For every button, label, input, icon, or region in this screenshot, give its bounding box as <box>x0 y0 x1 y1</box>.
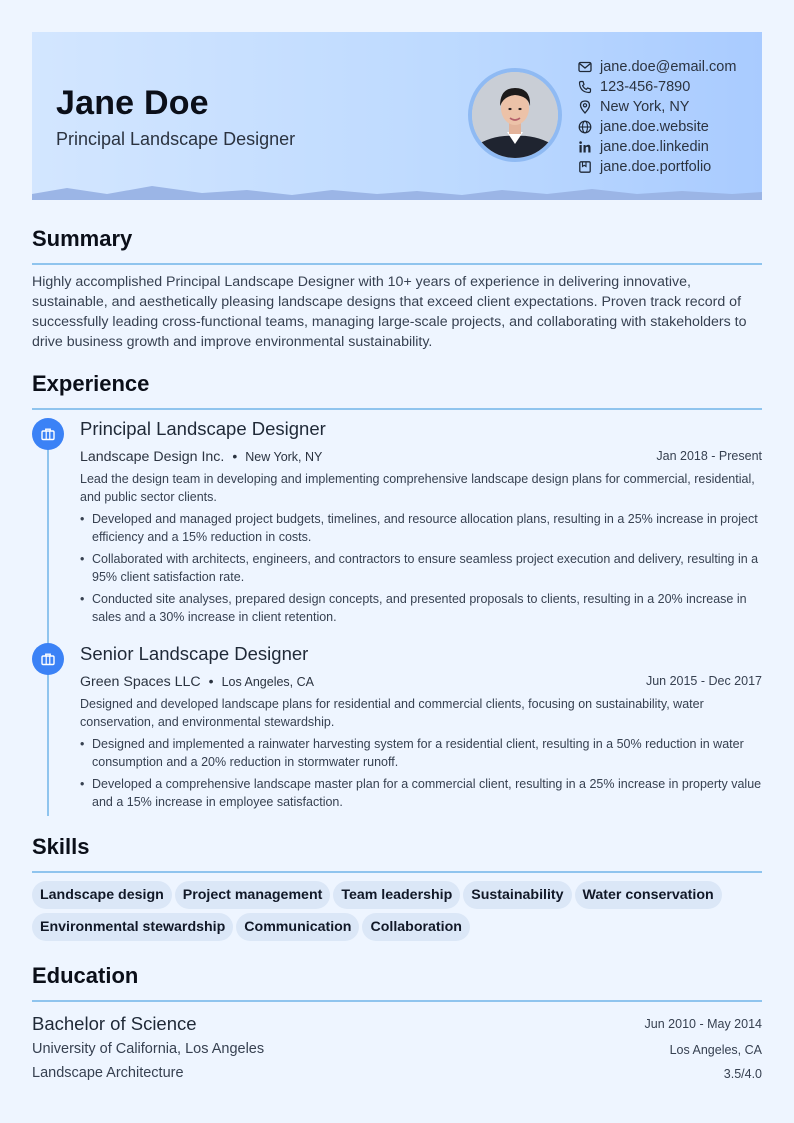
phone-icon <box>578 80 592 94</box>
job-bullet: • Conducted site analyses, prepared design concepts, and presented proposals to clients, resulting in a 20% increase in sales and a 30% increase in client retention. <box>80 590 762 626</box>
job-bullet: • Developed and managed project budgets, timelines, and resource allocation plans, resulting in a 25% increase in project efficiency and a 15% reduction in costs. <box>80 510 762 546</box>
job-dates: Jan 2018 - Present <box>656 449 762 463</box>
job-description <box>80 470 762 630</box>
contact-linkedin-text: jane.doe.linkedin <box>600 139 709 155</box>
job-bullet: • Collaborated with architects, engineers, and contractors to ensure seamless project execution and delivery, resulting in a 95% client satisfaction rate. <box>80 550 762 586</box>
education-field: Landscape Architecture <box>32 1065 184 1081</box>
portfolio-icon <box>578 160 592 174</box>
education-location: Los Angeles, CA <box>669 1043 762 1057</box>
education-degree-row <box>32 1013 762 1037</box>
job-summary: Lead the design team in developing and implementing comprehensive landscape design plans for commercial, residential, and public sector clients. <box>80 472 755 504</box>
contact-portfolio-text: jane.doe.portfolio <box>600 159 712 175</box>
job-location: Los Angeles, CA <box>221 675 314 689</box>
education-dates: Jun 2010 - May 2014 <box>644 1017 762 1031</box>
education-divider <box>32 1000 762 1002</box>
job-role: Senior Landscape Designer <box>80 643 309 664</box>
skill-chip: Water conservation <box>575 881 722 909</box>
contact-location <box>578 97 736 117</box>
experience-heading: Experience <box>32 371 150 396</box>
job-summary: Designed and developed landscape plans for residential and commercial clients, focusing on sustainability, water conservation, and environmental stewardship. <box>80 697 704 729</box>
contact-phone[interactable] <box>578 77 736 97</box>
contact-linkedin[interactable] <box>578 137 736 157</box>
job-bullet: • Designed and implemented a rainwater harvesting system for a residential client, resulting in a 50% reduction in water consumption and a 20% reduction in stormwater runoff. <box>80 735 762 771</box>
mail-icon <box>578 60 592 74</box>
summary-heading: Summary <box>32 226 133 251</box>
linkedin-icon <box>578 140 592 154</box>
job-bullets <box>80 735 762 811</box>
profile-photo-frame <box>468 68 562 162</box>
contact-email-text: jane.doe@email.com <box>600 59 737 75</box>
skills-divider <box>32 871 762 873</box>
education-heading: Education <box>32 963 139 988</box>
job-company: Green Spaces LLC <box>80 674 201 690</box>
contact-email[interactable] <box>578 57 736 77</box>
job-role: Principal Landscape Designer <box>80 418 326 439</box>
globe-icon <box>578 120 592 134</box>
contact-location-text: New York, NY <box>600 99 690 115</box>
education-school: University of California, Los Angeles <box>32 1041 265 1057</box>
header-mountain-decoration <box>32 184 762 200</box>
skills-heading: Skills <box>32 834 90 859</box>
education-field-row <box>32 1065 762 1085</box>
resume-header <box>32 32 762 200</box>
skill-chip: Project management <box>175 881 331 909</box>
skill-chip: Landscape design <box>32 881 172 909</box>
skills-list <box>32 881 772 945</box>
contact-website-text: jane.doe.website <box>600 119 709 135</box>
job-company: Landscape Design Inc. <box>80 449 225 465</box>
education-school-row <box>32 1041 762 1061</box>
job-bullet: • Developed a comprehensive landscape master plan for a commercial client, resulting in a 25% increase in property value and a 15% increase in employee satisfaction. <box>80 775 762 811</box>
contact-phone-text: 123-456-7890 <box>600 79 691 95</box>
skill-chip: Environmental stewardship <box>32 913 233 941</box>
map-pin-icon <box>578 100 592 114</box>
education-degree: Bachelor of Science <box>32 1013 197 1034</box>
job-dates: Jun 2015 - Dec 2017 <box>645 674 762 688</box>
contact-portfolio[interactable] <box>578 157 736 177</box>
education-gpa: 3.5/4.0 <box>723 1067 762 1081</box>
contact-website[interactable] <box>578 117 736 137</box>
experience-divider <box>32 408 762 410</box>
briefcase-icon <box>32 418 64 450</box>
skill-chip: Communication <box>236 913 359 941</box>
contact-list <box>578 57 736 177</box>
experience-timeline <box>47 434 49 816</box>
job-meta: Landscape Design Inc. • New York, NY Jan 2018 - Present <box>80 448 762 465</box>
profile-photo <box>472 72 558 158</box>
job-meta: Green Spaces LLC • Los Angeles, CA Jun 2015 - Dec 2017 <box>80 673 762 690</box>
candidate-title: Principal Landscape Designer <box>56 129 296 149</box>
job-location: New York, NY <box>245 450 323 464</box>
job-description <box>80 695 762 815</box>
skill-chip: Sustainability <box>463 881 571 909</box>
briefcase-icon <box>32 643 64 675</box>
skill-chip: Collaboration <box>362 913 469 941</box>
candidate-name: Jane Doe <box>56 84 209 122</box>
job-bullets <box>80 510 762 626</box>
skill-chip: Team leadership <box>333 881 460 909</box>
summary-divider <box>32 263 762 265</box>
summary-text: Highly accomplished Principal Landscape Designer with 10+ years of experience in delivering innovative, sustainable, and aesthetically pleasing landscape designs that exceed client expectations. Proven track record of successfully leading cross-functional teams, managing large-scale projects, and collaborating with stakeholders to drive business growth and improve environmental sustainability. <box>32 274 747 350</box>
